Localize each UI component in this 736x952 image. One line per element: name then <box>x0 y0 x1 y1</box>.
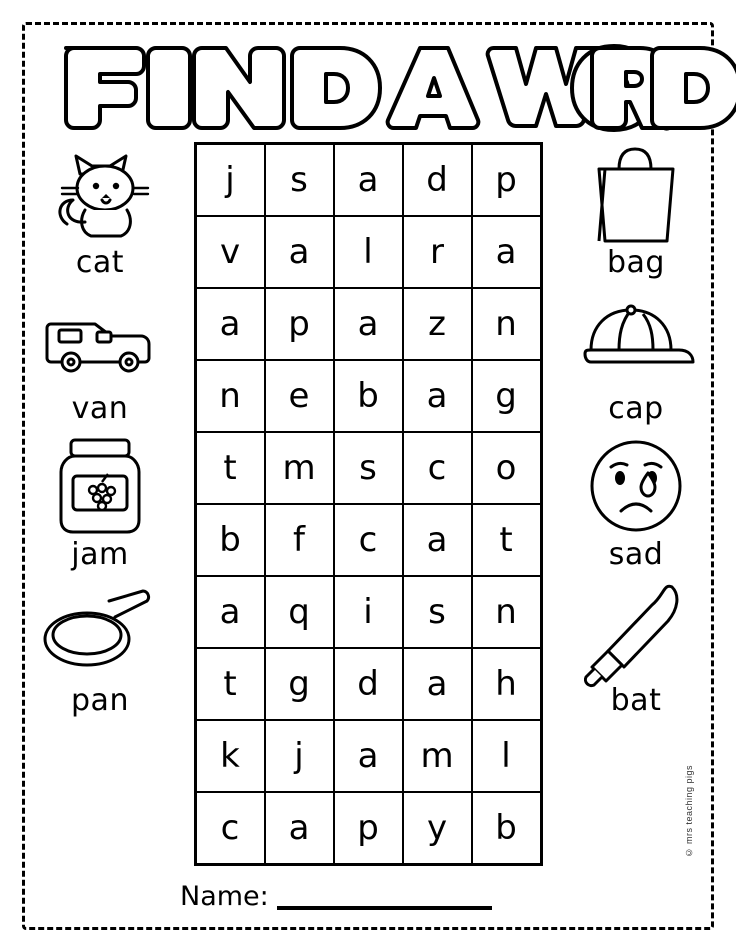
grid-cell[interactable]: p <box>472 144 542 217</box>
picture-item-pan <box>30 580 170 716</box>
grid-row <box>195 216 541 288</box>
picture-label: bat <box>610 683 662 718</box>
picture-item-bag <box>566 142 706 278</box>
grid-cell[interactable]: t <box>195 432 265 504</box>
picture-item-sad <box>566 434 706 570</box>
grid-cell[interactable]: c <box>195 792 265 865</box>
left-picture-column <box>30 142 170 912</box>
grid-row <box>195 720 541 792</box>
grid-row <box>195 144 541 217</box>
grid-cell[interactable]: s <box>403 576 472 648</box>
grid-cell[interactable]: b <box>472 792 542 865</box>
grid-row <box>195 360 541 432</box>
grid-cell[interactable]: m <box>403 720 472 792</box>
picture-label: cap <box>608 391 664 426</box>
name-field-row <box>180 883 492 910</box>
picture-label: cat <box>75 245 125 280</box>
grid-cell[interactable]: d <box>403 144 472 217</box>
grid-cell[interactable]: a <box>334 720 403 792</box>
picture-label: jam <box>71 537 129 572</box>
grid-cell[interactable]: y <box>403 792 472 865</box>
name-label: Name: <box>180 881 269 912</box>
page-content <box>30 30 706 922</box>
grid-cell[interactable]: t <box>472 504 542 576</box>
grid-cell[interactable]: a <box>403 504 472 576</box>
grid-cell[interactable]: v <box>195 216 265 288</box>
grid-cell[interactable]: b <box>195 504 265 576</box>
grid-cell[interactable]: d <box>334 648 403 720</box>
grid-cell[interactable]: a <box>403 360 472 432</box>
grid-row <box>195 432 541 504</box>
grid-cell[interactable]: a <box>334 288 403 360</box>
grid-cell[interactable]: a <box>195 288 265 360</box>
picture-item-cap <box>566 288 706 424</box>
grid-cell[interactable]: k <box>195 720 265 792</box>
baseball-bat-icon <box>566 580 706 684</box>
credit-text: © mrs teaching pigs <box>684 765 694 858</box>
grid-cell[interactable]: a <box>265 216 334 288</box>
grid-row <box>195 792 541 865</box>
frying-pan-icon <box>30 580 170 684</box>
sad-face-icon <box>566 434 706 538</box>
picture-item-cat <box>30 142 170 278</box>
grid-cell[interactable]: e <box>265 360 334 432</box>
grid-cell[interactable]: o <box>472 432 542 504</box>
page-title <box>30 38 706 128</box>
picture-item-bat <box>566 580 706 716</box>
grid-cell[interactable]: a <box>472 216 542 288</box>
grid-cell[interactable]: j <box>195 144 265 217</box>
picture-item-van <box>30 288 170 424</box>
picture-item-jam <box>30 434 170 570</box>
picture-label: bag <box>607 245 665 280</box>
grid-cell[interactable]: l <box>334 216 403 288</box>
grid-cell[interactable]: b <box>334 360 403 432</box>
grid-cell[interactable]: j <box>265 720 334 792</box>
grid-cell[interactable]: p <box>334 792 403 865</box>
name-input-line[interactable] <box>277 886 492 910</box>
shopping-bag-icon <box>566 142 706 246</box>
grid-cell[interactable]: p <box>265 288 334 360</box>
grid-cell[interactable]: f <box>265 504 334 576</box>
grid-cell[interactable]: a <box>265 792 334 865</box>
grid-cell[interactable]: c <box>334 504 403 576</box>
grid-row <box>195 288 541 360</box>
cap-icon <box>566 288 706 392</box>
grid-cell[interactable]: a <box>334 144 403 217</box>
grid-cell[interactable]: c <box>403 432 472 504</box>
grid-row <box>195 504 541 576</box>
letter-table <box>194 142 543 866</box>
picture-label: sad <box>608 537 664 572</box>
grid-cell[interactable]: s <box>334 432 403 504</box>
jam-jar-icon <box>30 434 170 538</box>
grid-cell[interactable]: t <box>195 648 265 720</box>
picture-label: van <box>71 391 129 426</box>
grid-cell[interactable]: n <box>472 576 542 648</box>
grid-cell[interactable]: g <box>472 360 542 432</box>
grid-cell[interactable]: s <box>265 144 334 217</box>
grid-cell[interactable]: l <box>472 720 542 792</box>
grid-cell[interactable]: a <box>403 648 472 720</box>
grid-cell[interactable]: n <box>472 288 542 360</box>
van-icon <box>30 288 170 392</box>
grid-cell[interactable]: h <box>472 648 542 720</box>
grid-cell[interactable]: m <box>265 432 334 504</box>
grid-cell[interactable]: q <box>265 576 334 648</box>
title-bubble-letters <box>48 38 688 130</box>
grid-row <box>195 648 541 720</box>
cat-icon <box>30 142 170 246</box>
word-search-grid <box>180 142 556 866</box>
grid-cell[interactable]: r <box>403 216 472 288</box>
grid-cell[interactable]: i <box>334 576 403 648</box>
grid-cell[interactable]: n <box>195 360 265 432</box>
grid-row <box>195 576 541 648</box>
grid-cell[interactable]: a <box>195 576 265 648</box>
picture-label: pan <box>71 683 129 718</box>
grid-cell[interactable]: z <box>403 288 472 360</box>
grid-cell[interactable]: g <box>265 648 334 720</box>
worksheet-body <box>30 142 706 912</box>
